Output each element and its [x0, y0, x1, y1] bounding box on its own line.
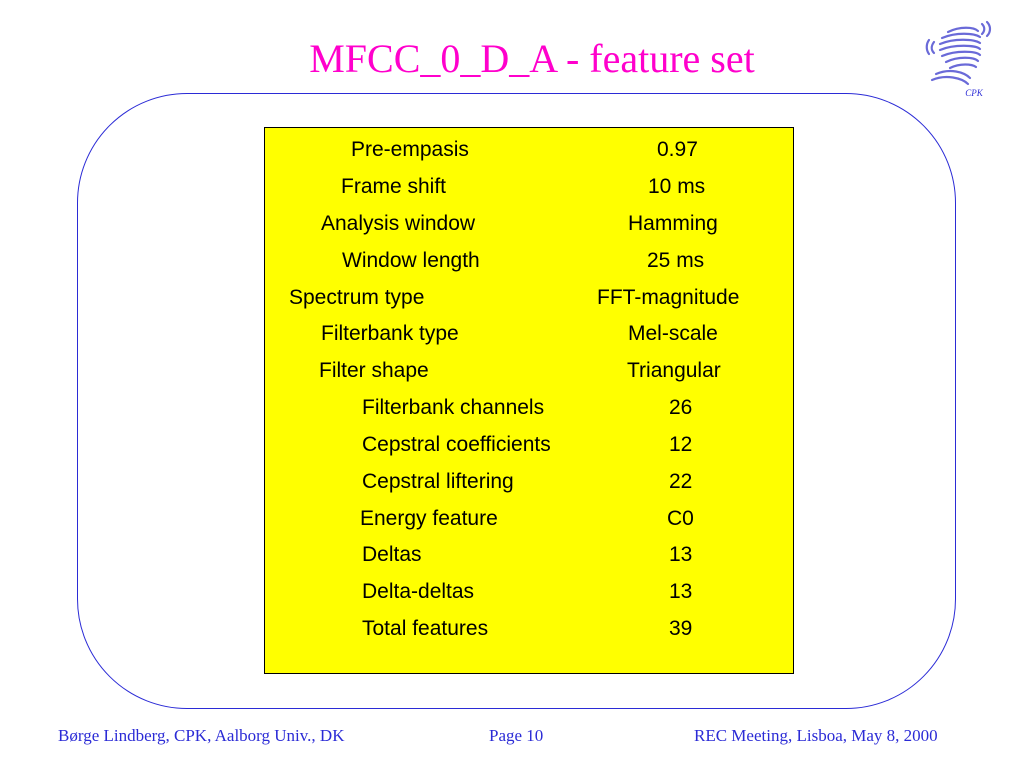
table-row-label: Filterbank channels	[362, 396, 545, 419]
table-row-label: Delta-deltas	[362, 580, 475, 603]
table-row-value: Triangular	[627, 359, 721, 382]
table-row-value: Hamming	[628, 212, 718, 235]
table-row-value: 25 ms	[647, 249, 705, 272]
cpk-logo-icon	[924, 18, 994, 100]
logo-text: CPK	[965, 88, 983, 98]
table-row-value: 39	[669, 617, 693, 640]
table-row-value: C0	[667, 507, 694, 530]
table-row-label: Pre-empasis	[351, 138, 469, 161]
table-row-value: Mel-scale	[628, 322, 718, 345]
slide-title: MFCC_0_D_A - feature set	[309, 36, 755, 81]
table-row-label: Filter shape	[319, 359, 429, 382]
table-row-label: Cepstral coefficients	[362, 433, 551, 456]
table-row-value: 13	[669, 543, 693, 566]
table-row-label: Analysis window	[321, 212, 476, 235]
table-row-label: Cepstral liftering	[362, 470, 514, 493]
table-row-value: 12	[669, 433, 693, 456]
table-row-label: Frame shift	[341, 175, 447, 198]
table-row-value: FFT-magnitude	[597, 286, 740, 309]
table-row-label: Deltas	[362, 543, 422, 566]
table-row-value: 22	[669, 470, 693, 493]
footer-author: Børge Lindberg, CPK, Aalborg Univ., DK	[58, 726, 345, 745]
table-row-label: Spectrum type	[289, 286, 425, 309]
table-row-value: 13	[669, 580, 693, 603]
table-row-value: 10 ms	[648, 175, 706, 198]
table-row-value: 26	[669, 396, 693, 419]
footer-page-number: Page 10	[489, 726, 544, 745]
footer-event: REC Meeting, Lisboa, May 8, 2000	[694, 726, 938, 745]
table-row-value: 0.97	[657, 138, 698, 161]
table-row-label: Total features	[362, 617, 489, 640]
table-row-label: Energy feature	[360, 507, 498, 530]
table-row-label: Window length	[342, 249, 480, 272]
table-row-label: Filterbank type	[321, 322, 459, 345]
